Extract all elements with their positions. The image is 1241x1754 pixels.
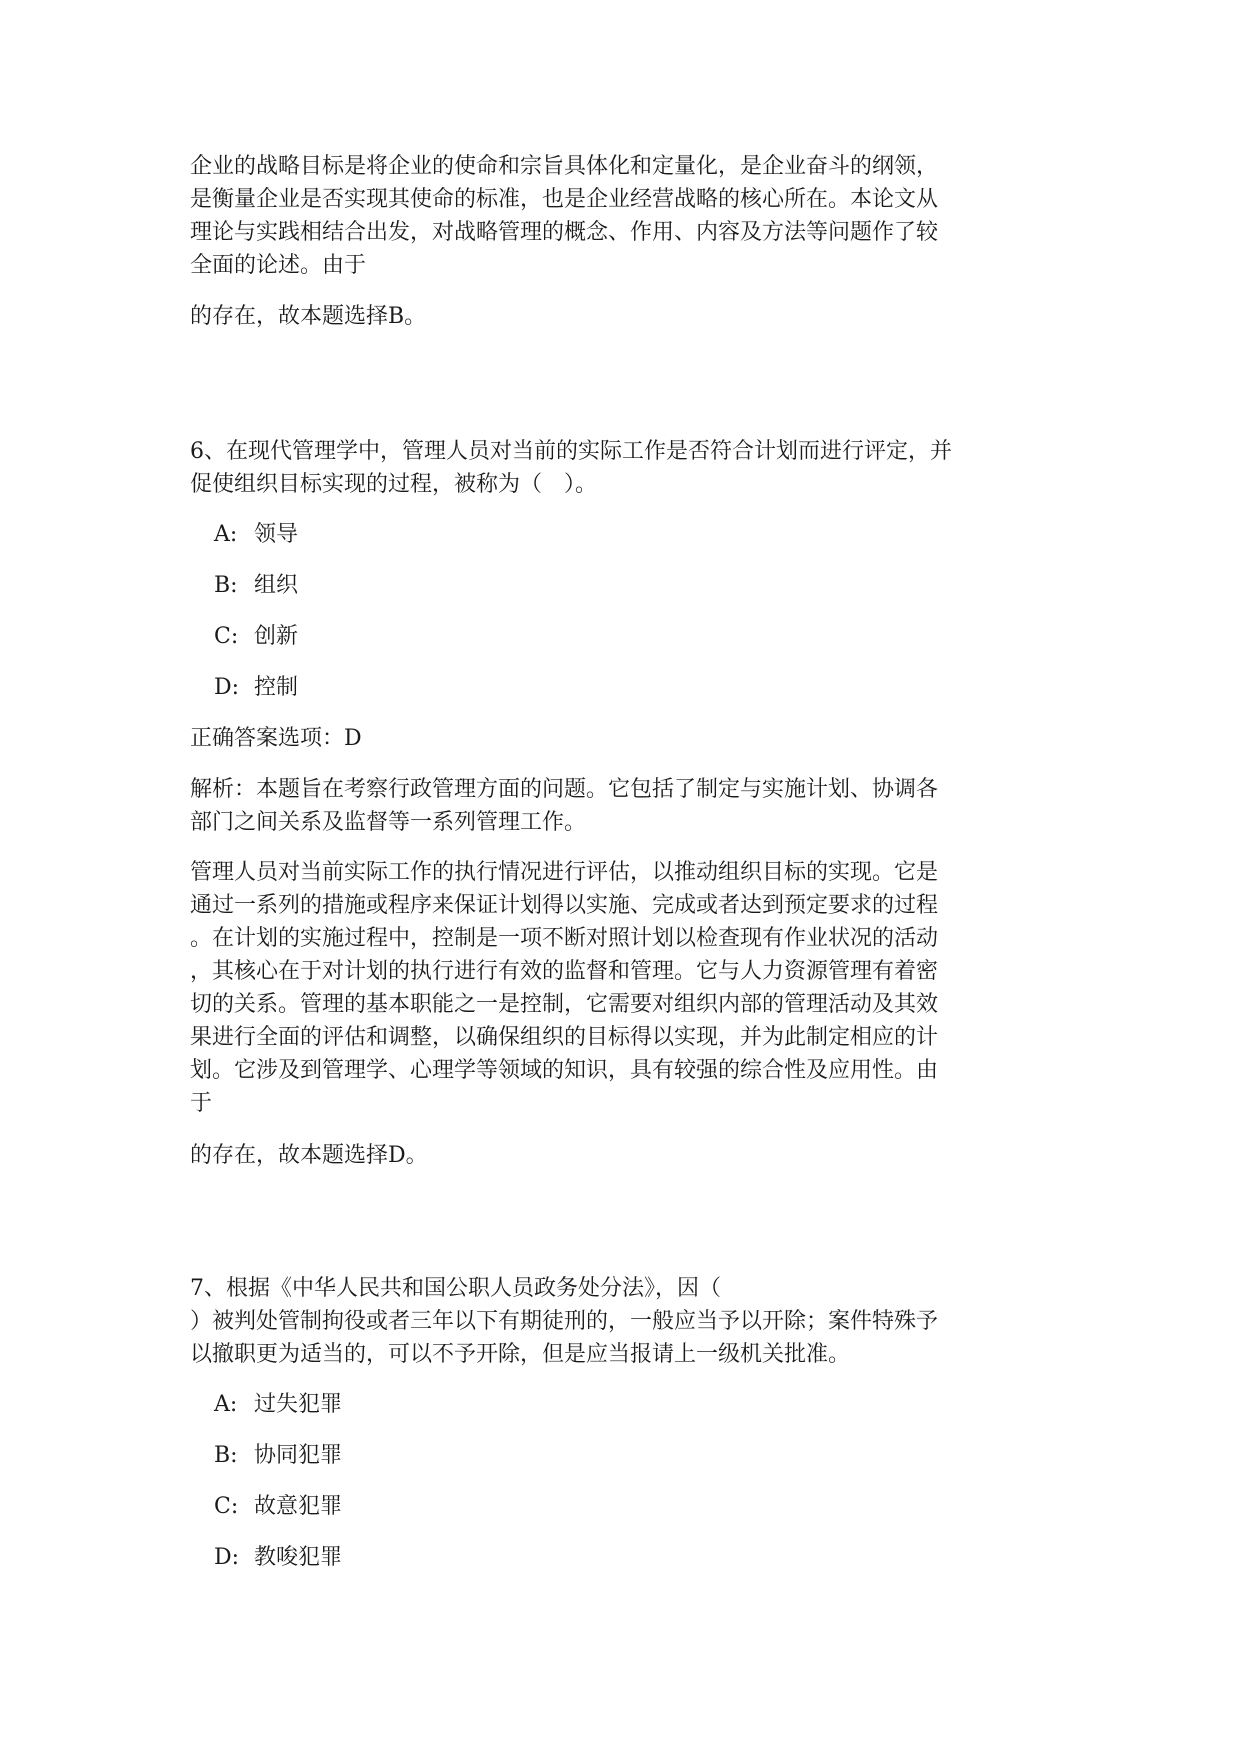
question-7-option-b (214, 1439, 342, 1472)
text-line: 6、在现代管理学中，管理人员对当前的实际工作是否符合计划而进行评定，并 (190, 439, 952, 464)
question-6-option-b (214, 569, 298, 602)
text-line: 通过一系列的措施或程序来保证计划得以实施、完成或者达到预定要求的过程 (190, 893, 939, 918)
option-text: 领导 (254, 522, 299, 547)
text-line: 于 (190, 1091, 213, 1116)
text-line: 部门之间关系及监督等一系列管理工作。 (190, 810, 587, 835)
text-line: 解析：本题旨在考察行政管理方面的问题。它包括了制定与实施计划、协调各 (190, 777, 939, 802)
text-line: 促使组织目标实现的过程，被称为（ ）。 (190, 472, 598, 497)
text-line: 划。它涉及到管理学、心理学等领域的知识，具有较强的综合性及应用性。由 (190, 1058, 939, 1083)
text-line: 果进行全面的评估和调整，以确保组织的目标得以实现，并为此制定相应的计 (190, 1025, 939, 1050)
option-key: C: (214, 1494, 239, 1519)
text-line: 全面的论述。由于 (190, 253, 367, 278)
question-6-analysis-detail (190, 856, 1050, 1120)
question-6-stem (190, 435, 1050, 501)
question-6-analysis (190, 773, 1050, 839)
option-key: C: (214, 624, 239, 649)
question-7-option-d (214, 1541, 342, 1574)
option-key: A: (214, 522, 238, 547)
option-text: 故意犯罪 (254, 1494, 343, 1519)
text-line: 切的关系。管理的基本职能之一是控制，它需要对组织内部的管理活动及其效 (190, 992, 939, 1017)
text-line: 是衡量企业是否实现其使命的标准，也是企业经营战略的核心所在。本论文从 (190, 187, 939, 212)
text-line: 企业的战略目标是将企业的使命和宗旨具体化和定量化，是企业奋斗的纲领， (190, 154, 939, 179)
question-6-option-d (214, 671, 298, 704)
question-6-answer: 正确答案选项：D (190, 726, 362, 751)
option-text: 过失犯罪 (254, 1392, 343, 1417)
text-line: 7、根据《中华人民共和国公职人员政务处分法》，因（ (190, 1276, 721, 1301)
text-line: 理论与实践相结合出发，对战略管理的概念、作用、内容及方法等问题作了较 (190, 220, 939, 245)
text-line: ）被判处管制拘役或者三年以下有期徒刑的，一般应当予以开除；案件特殊予 (190, 1309, 939, 1334)
text-line: 以撤职更为适当的，可以不予开除，但是应当报请上一级机关批准。 (190, 1342, 851, 1367)
question-6-option-a (214, 518, 298, 551)
option-text: 教唆犯罪 (254, 1545, 343, 1570)
option-key: A: (214, 1392, 238, 1417)
option-text: 协同犯罪 (254, 1443, 343, 1468)
option-key: D: (214, 1545, 240, 1570)
question-6-option-c (214, 620, 298, 653)
text-line: 。在计划的实施过程中，控制是一项不断对照计划以检查现有作业状况的活动 (190, 926, 939, 951)
option-text: 创新 (254, 624, 299, 649)
prev-conclusion: 的存在，故本题选择B。 (190, 304, 427, 329)
option-text: 控制 (254, 675, 299, 700)
option-text: 组织 (254, 573, 299, 598)
question-6-conclusion: 的存在，故本题选择D。 (190, 1143, 428, 1168)
text-line: 管理人员对当前实际工作的执行情况进行评估，以推动组织目标的实现。它是 (190, 860, 939, 885)
question-7-option-c (214, 1490, 342, 1523)
question-7-stem (190, 1272, 1050, 1371)
option-key: D: (214, 675, 240, 700)
option-key: B: (214, 573, 238, 598)
question-7-option-a (214, 1388, 342, 1421)
option-key: B: (214, 1443, 238, 1468)
text-line: ，其核心在于对计划的执行进行有效的监督和管理。它与人力资源管理有着密 (190, 959, 939, 984)
prev-explanation (190, 150, 1050, 282)
